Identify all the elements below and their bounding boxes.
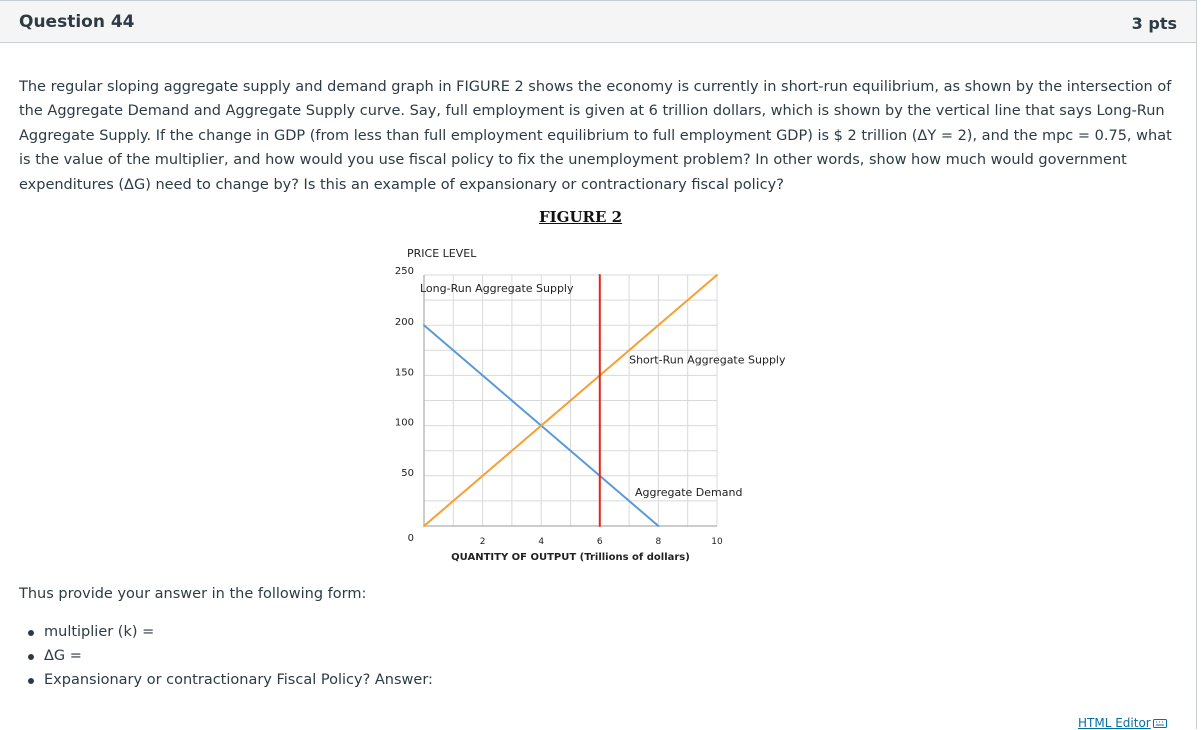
- html-editor-link[interactable]: [1078, 716, 1167, 730]
- x-tick-label: 2: [479, 537, 486, 547]
- answer-item-delta-g: ΔG =: [44, 644, 433, 668]
- question-border: [1196, 43, 1197, 729]
- question-title: Question 44: [19, 12, 135, 32]
- x-tick-label: 8: [655, 537, 662, 547]
- answer-item-fiscal-policy: Expansionary or contractionary Fiscal Policy? Answer:: [44, 668, 433, 692]
- x-tick-label: 4: [538, 537, 545, 547]
- figure-title: FIGURE 2: [539, 208, 623, 226]
- answer-instructions: Thus provide your answer in the following form:: [19, 586, 367, 602]
- question-header: [0, 0, 1197, 43]
- question-text: The regular sloping aggregate supply and demand graph in FIGURE 2 shows the economy is currently in short-run equilibrium, as shown by the intersection of the Aggregate Demand and Aggregate Supply curve. Say, full employment is given at 6 trillion dollars, which is shown by the vertical line that says Long-Run Aggregate Supply. If the change in GDP (from less than full employment equilibrium to full employment GDP) is $ 2 trillion (ΔY = 2), and the mpc = 0.75, what is the value of the multiplier, and how would you use fiscal policy to fix the unemployment problem? In other words, show how much would government expenditures (ΔG) need to change by? Is this an example of expansionary or contractionary fiscal policy?: [19, 79, 1172, 193]
- y-tick-label: 200: [394, 317, 414, 329]
- y-tick-label: 50: [401, 467, 414, 479]
- x-tick-label: 6: [596, 537, 603, 547]
- aggregate-demand-label: Aggregate Demand: [634, 485, 743, 499]
- x-tick-label: 10: [711, 537, 723, 547]
- y-tick-label: 250: [394, 266, 414, 277]
- aggregate-supply-demand-chart: [380, 238, 840, 573]
- short-run-aggregate-supply-label: Short-Run Aggregate Supply: [629, 353, 786, 367]
- html-editor-label: HTML Editor: [1078, 716, 1151, 730]
- answer-item-multiplier: multiplier (k) =: [44, 620, 433, 644]
- y-tick-label: 150: [394, 367, 414, 379]
- answer-list: [0, 620, 433, 693]
- y-tick-label: 100: [394, 417, 414, 429]
- question-points: 3 pts: [1131, 14, 1177, 33]
- x-axis-label: QUANTITY OF OUTPUT (Trillions of dollars): [451, 552, 690, 563]
- long-run-aggregate-supply-label: Long-Run Aggregate Supply: [420, 282, 574, 296]
- y-axis-label: PRICE LEVEL: [407, 247, 477, 260]
- y-tick-label: 0: [407, 533, 414, 544]
- keyboard-icon: [1153, 719, 1167, 728]
